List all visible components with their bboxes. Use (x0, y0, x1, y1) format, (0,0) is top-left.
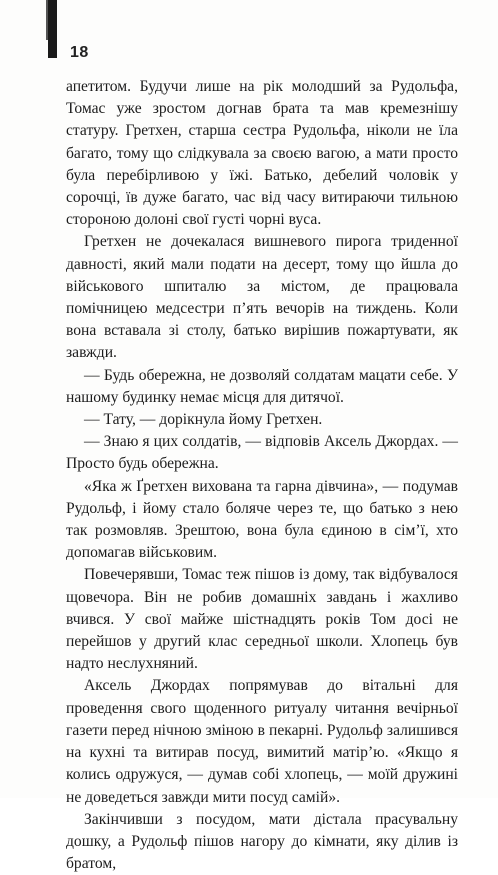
paragraph-4: — Тату, — дорікнула йому Гретхен. (84, 411, 323, 429)
paragraph-6: «Яка ж Ґретхен вихована та гарна дівчина», — подумав Рудольф, і йому стало боляче через те, що батько з нею так розмовляв. Зрештою, вона була єдиною в сім’ї, хто допомагав військовим. (66, 477, 458, 562)
body-text (66, 76, 458, 875)
paragraph-1: апетитом. Будучи лише на рік молодший за Рудольфа, Томас уже зростом догнав брата та мав кремезнішу статуру. Гретхен, старша сестра Рудольфа, ніколи не їла багато, тому що слідкувала за своєю вагою, а мати просто була перебірливою у їжі. Батько, дебелий чоловік у сорочці, їв дуже багато, час від часу витираючи тильною стороною долоні свої густі чорні вуса. (66, 78, 458, 229)
paragraph-8: Аксель Джордах попрямував до вітальні для проведення свого щоденного ритуалу читання вечірньої газети перед нічною зміною в пекарні. Рудольф залишився на кухні та витирав посуд, вимитий матір’ю. «Якщо я колись одружуся, — думав собі хлопець, — моїй дружині не доведеться завжди мити посуд самій». (66, 677, 458, 806)
paragraph-9: Закінчивши з посудом, мати дістала прасувальну дошку, а Рудольф пішов нагору до кімнати, яку ділив із братом, (66, 810, 458, 873)
paragraph-3: — Будь обережна, не дозволяй солдатам мацати себе. У нашому будинку немає місця для дитячої. (66, 366, 458, 406)
paragraph-7: Повечерявши, Томас теж пішов із дому, так відбувалося щовечора. Він не робив домашніх завдань і жахливо вчився. У свої майже шістнадцять років Том досі не перейшов у другий клас середньої школи. Хлопець був надто неслухняний. (66, 566, 458, 673)
paragraph-5: — Знаю я цих солдатів, — відповів Аксель Джордах. — Просто будь обережна. (66, 433, 458, 473)
paragraph-2: Гретхен не дочекалася вишневого пирога триденної давності, який мали подати на десерт, тому що йшла до військового шпиталю за містом, де працювала помічницею медсестри п’ять вечорів на тиждень. Коли вона вставала зі столу, батько вирішив пожартувати, як завжди. (66, 233, 458, 362)
page-number: 18 (70, 44, 89, 61)
binding-shadow (48, 0, 57, 58)
